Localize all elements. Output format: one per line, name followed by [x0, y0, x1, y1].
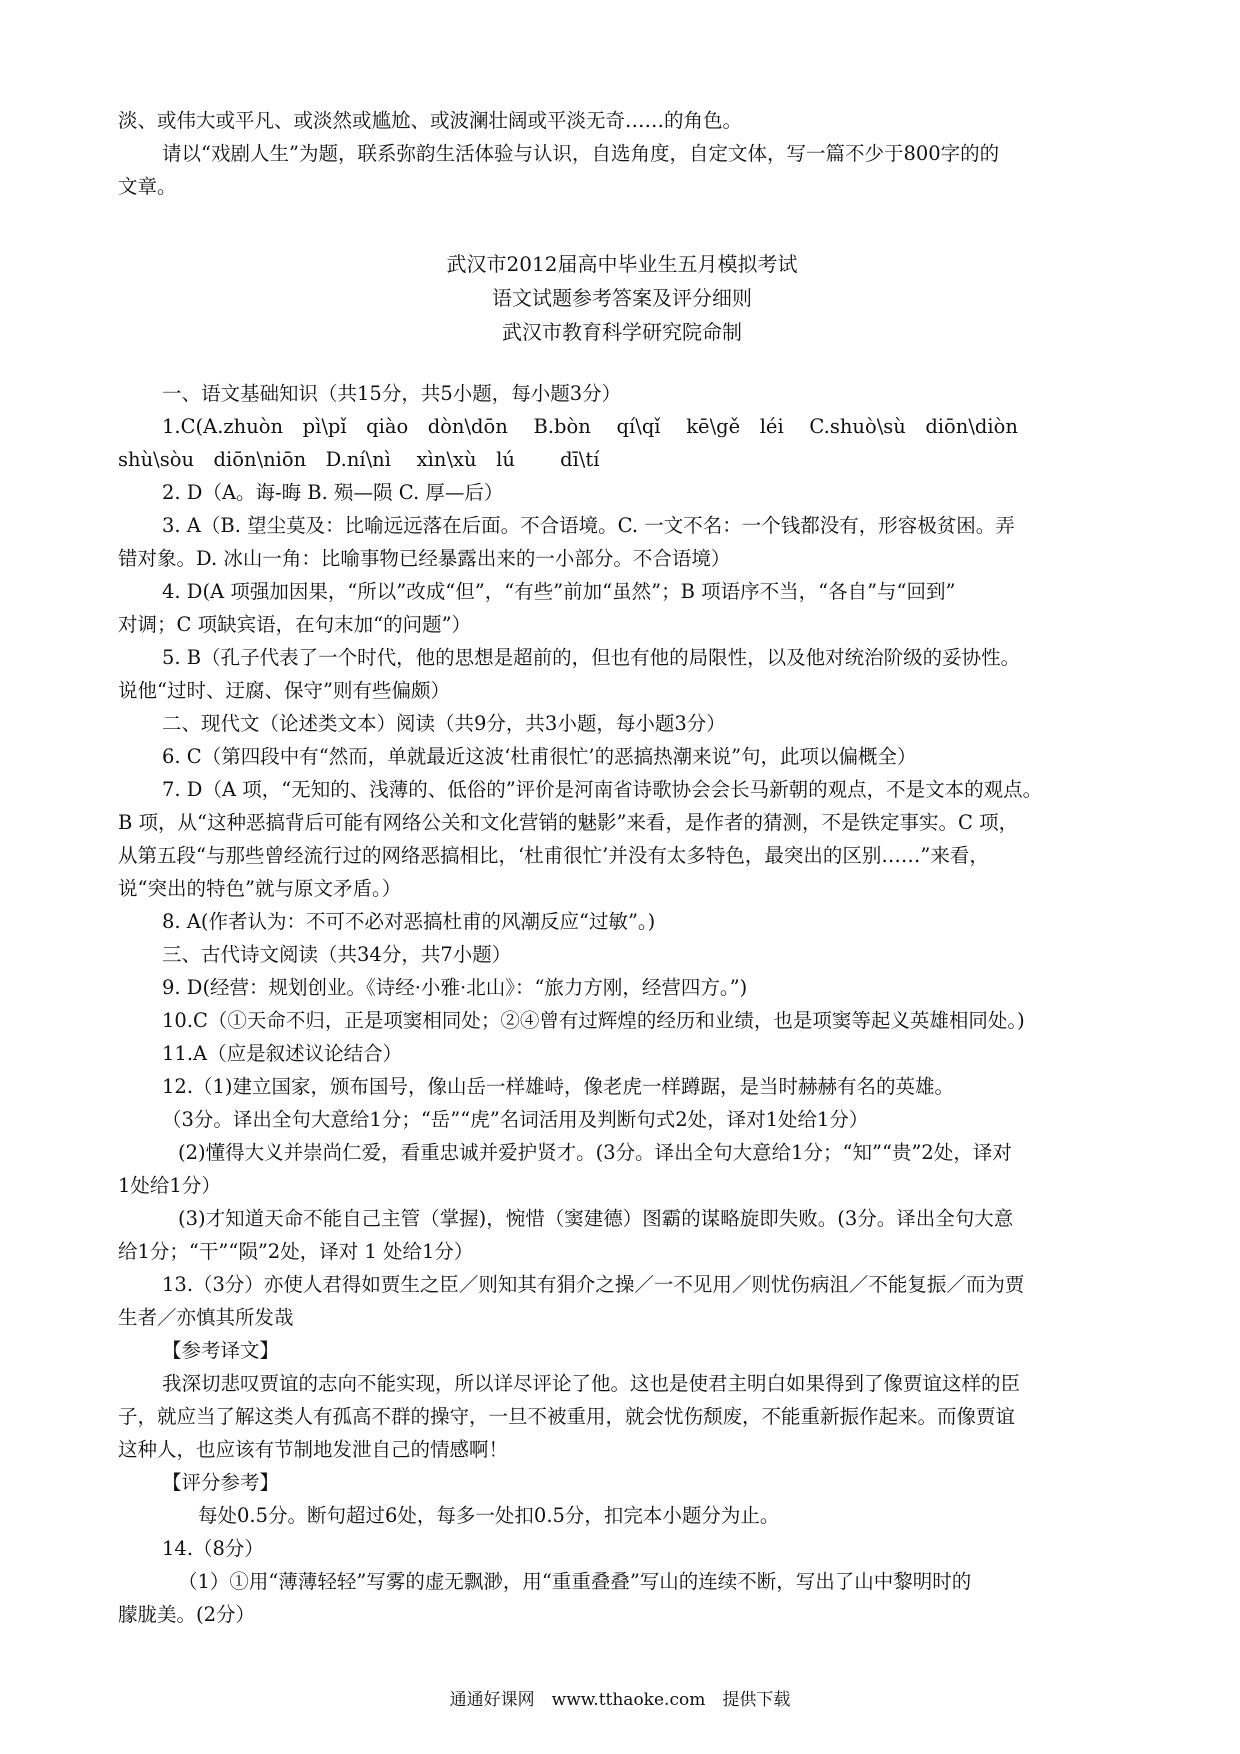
answer-line: shù\sòu diōn\niōn D.ní\nì xìn\xù lú dī\tí: [118, 448, 600, 471]
answer-line: 我深切悲叹贾谊的志向不能实现，所以详尽评论了他。这也是使君主明白如果得到了像贾谊这样的臣: [162, 1372, 1021, 1395]
answer-line: 8. A(作者认为：不可不必对恶搞杜甫的风潮反应“过敏”。): [162, 910, 656, 933]
document-page: [118, 104, 1126, 1631]
answer-line: (2)懂得大义并崇尚仁爱，看重忠诚并爱护贤才。(3分。译出全句大意给1分；“知”“贵”2处，译对: [178, 1141, 1012, 1164]
answer-line: 一、语文基础知识（共15分，共5小题，每小题3分）: [162, 382, 622, 405]
document-title: [118, 247, 1126, 349]
answer-line: 说他“过时、迂腐、保守”则有些偏颇）: [118, 679, 450, 702]
answer-line: 2. D（A。诲-晦 B. 殒—陨 C. 厚—后）: [162, 481, 504, 504]
answer-line: 4. D(A 项强加因果，“所以”改成“但”，“有些”前加“虽然”；B 项语序不当，“各自”与“回到”: [162, 580, 956, 603]
answer-line: 对调；C 项缺宾语，在句末加“的问题”）: [118, 613, 472, 636]
answer-line: 6. C（第四段中有“然而，单就最近这波‘杜甫很忙’的恶搞热潮来说”句，此项以偏概全）: [162, 745, 917, 768]
answer-line: 子，就应当了解这类人有孤高不群的操守，一旦不被重用，就会忧伤颓废，不能重新振作起来。而像贾谊: [118, 1405, 1016, 1428]
answer-line: 生者／亦慎其所发哉: [118, 1306, 294, 1329]
title-line: 武汉市2012届高中毕业生五月模拟考试: [446, 252, 798, 276]
answer-line: 1.C(A.zhuòn pì\pǐ qiào dòn\dōn B.bòn qí\qǐ kē\gě léi C.shuò\sù diōn\diòn: [162, 415, 1018, 438]
answer-line: 每处0.5分。断句超过6处，每多一处扣0.5分，扣完本小题分为止。: [198, 1504, 780, 1527]
essay-prompt-line: 请以“戏剧人生”为题，联系弥韵生活体验与认识，自选角度，自定文体，写一篇不少于800字的的: [162, 142, 1000, 165]
answer-line: 1处给1分）: [118, 1174, 221, 1197]
answer-line: 13.（3分）亦使人君得如贾生之臣／则知其有狷介之操／一不见用／则忧伤病沮／不能复振／而为贾: [162, 1273, 1025, 1296]
essay-prompt-line: 文章。: [118, 175, 177, 198]
answer-line: B 项，从“这种恶搞背后可能有网络公关和文化营销的魅影”来看，是作者的猜测，不是铁定事实。C 项，: [118, 811, 1019, 834]
answer-line: 11.A（应是叙述议论结合）: [162, 1042, 403, 1065]
answer-line: 错对象。D. 冰山一角：比喻事物已经暴露出来的一小部分。不合语境）: [118, 547, 731, 570]
answer-line: 7. D（A 项，“无知的、浅薄的、低俗的”评价是河南省诗歌协会会长马新朝的观点，不是文本的观点。: [162, 778, 1043, 801]
answer-line: 14.（8分）: [162, 1537, 264, 1560]
answer-line: (3)才知道天命不能自己主管（掌握)，惋惜（窦建德）图霸的谋略旋即失败。(3分。译出全句大意: [178, 1207, 1014, 1230]
answer-line: （3分。译出全句大意给1分；“岳”“虎”名词活用及判断句式2处，译对1处给1分）: [162, 1108, 869, 1131]
answer-line: 从第五段“与那些曾经流行过的网络恶搞相比，‘杜甫很忙’并没有太多特色，最突出的区别……”来看，: [118, 844, 989, 867]
answer-line: 朦胧美。(2分）: [118, 1603, 256, 1626]
answer-line: 12.（1)建立国家，颁布国号，像山岳一样雄峙，像老虎一样蹲踞，是当时赫赫有名的英雄。: [162, 1075, 955, 1098]
intro-section: [118, 104, 1126, 203]
answer-key-body: [118, 377, 1126, 1631]
issuer-line: 武汉市教育科学研究院命制: [502, 320, 742, 344]
intro-line: 淡、或伟大或平凡、或淡然或尴尬、或波澜壮阔或平淡无奇……的角色。: [118, 109, 743, 132]
answer-line: 10.C（①天命不归，正是项窦相同处；②④曾有过辉煌的经历和业绩，也是项窦等起义英雄相同处。): [162, 1009, 1025, 1032]
answer-line: 二、现代文（论述类文本）阅读（共9分，共3小题，每小题3分）: [162, 712, 726, 735]
answer-line: 三、古代诗文阅读（共34分，共7小题）: [162, 943, 512, 966]
answer-line: 9. D(经营：规划创业。《诗经·小雅·北山》：“旅力方刚，经营四方。”): [162, 976, 748, 999]
answer-line: 5. B（孔子代表了一个时代，他的思想是超前的，但也有他的局限性，以及他对统治阶级的妥协性。: [162, 646, 1021, 669]
answer-line: 3. A（B. 望尘莫及：比喻远远落在后面。不合语境。C. 一文不名：一个钱都没有，形容极贫困。弄: [162, 514, 1015, 537]
answer-line: 给1分；“干”“陨”2处，译对 1 处给1分）: [118, 1240, 474, 1263]
page-footer: 通通好课网 www.tthaoke.com 提供下载: [449, 1690, 791, 1710]
answer-line: 【评分参考】: [162, 1471, 280, 1494]
answer-line: （1）①用“薄薄轻轻”写雾的虚无飘渺，用“重重叠叠”写山的连续不断，写出了山中黎明时的: [178, 1570, 972, 1593]
answer-line: 【参考译文】: [162, 1339, 280, 1362]
answer-line: 说“突出的特色”就与原文矛盾。）: [118, 877, 402, 900]
answer-line: 这种人，也应该有节制地发泄自己的情感啊！: [118, 1438, 509, 1461]
subtitle-line: 语文试题参考答案及评分细则: [492, 286, 752, 310]
